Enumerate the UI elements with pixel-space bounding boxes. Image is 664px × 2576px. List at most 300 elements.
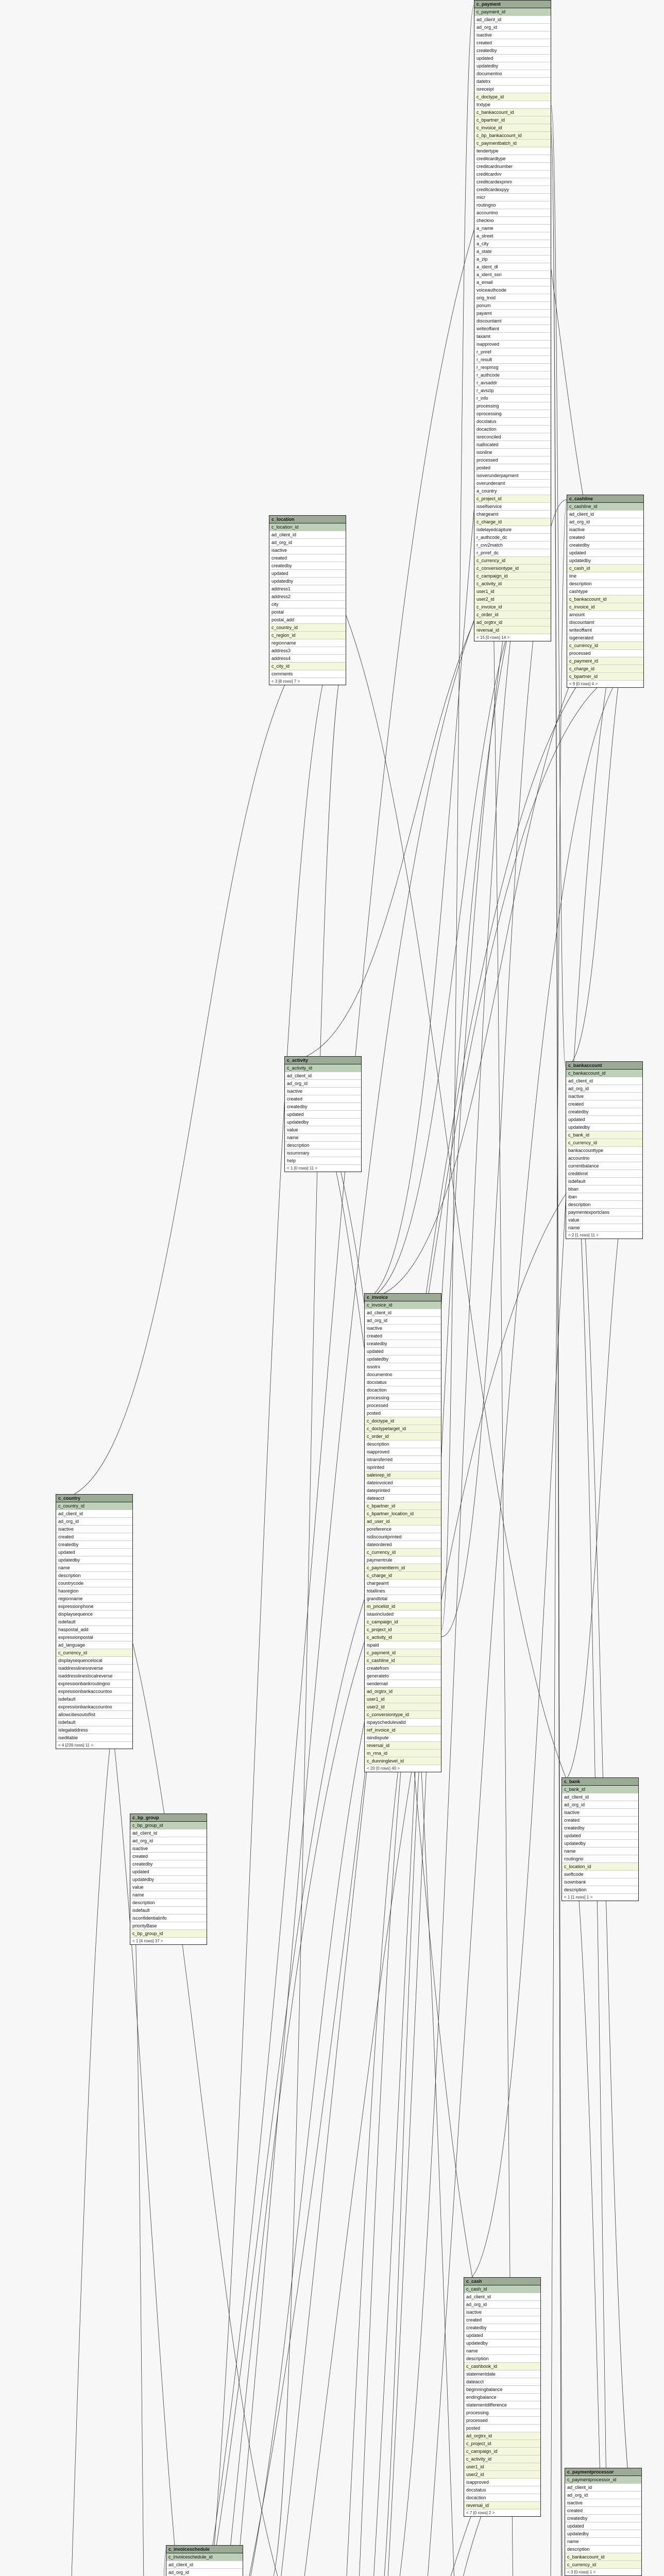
table-c_invoiceschedule (166, 2545, 243, 2576)
table-column: postal (269, 608, 346, 616)
table-column: address1 (269, 585, 346, 593)
table-column: isaddresslineslocalreverse (56, 1672, 132, 1680)
table-column: value (130, 1884, 207, 1891)
table-column: dateacct (464, 2378, 540, 2386)
table-footer: < 7 [0 rows] 2 > (466, 2511, 495, 2515)
table-column: discountamt (474, 317, 551, 325)
table-column: regionname (56, 1595, 132, 1603)
table-column: createdby (562, 1824, 638, 1832)
table-column: istransferred (365, 1456, 441, 1464)
relationship-line (551, 134, 567, 2576)
table-column: c_charge_id (474, 518, 551, 526)
table-column: processed (464, 2417, 540, 2425)
table-column: createdby (130, 1860, 207, 1868)
table-column: c_activity_id (285, 1064, 361, 1072)
table-column: created (474, 39, 551, 47)
table-column: a_email (474, 279, 551, 286)
table-column: reversal_id (365, 1742, 441, 1750)
table-column: bankaccounttype (566, 1147, 642, 1155)
table-column: user1_id (474, 588, 551, 596)
table-column: ad_org_id (166, 2569, 243, 2576)
table-column: ad_client_id (565, 2484, 641, 2492)
table-column: user2_id (365, 1703, 441, 1711)
table-title: c_cashline (567, 495, 643, 503)
table-column: c_doctype_id (474, 93, 551, 101)
table-c_paymentprocessor (565, 2468, 642, 2576)
table-column: issummary (285, 1149, 361, 1157)
table-column: ad_client_id (285, 1072, 361, 1080)
table-column: c_city_id (269, 663, 346, 670)
table-column: updated (464, 2332, 540, 2340)
table-column: c_cash_id (464, 2285, 540, 2293)
table-column: isactive (565, 2499, 641, 2507)
table-title: c_paymentprocessor (565, 2468, 641, 2476)
table-column: isdefault (56, 1618, 132, 1626)
table-column: creditcardtype (474, 155, 551, 163)
table-column: routingno (562, 1855, 638, 1863)
table-column: statementdate (464, 2370, 540, 2378)
table-column: city (269, 601, 346, 608)
table-column: isactive (566, 1093, 642, 1100)
table-column: payamt (474, 310, 551, 317)
table-column: created (56, 1533, 132, 1541)
table-column: sendemail (365, 1680, 441, 1688)
table-column: writeoffamt (474, 325, 551, 333)
table-column: routingno (474, 201, 551, 209)
table-column: created (567, 534, 643, 541)
relationship-line (464, 564, 644, 2282)
table-column: voiceauthcode (474, 286, 551, 294)
table-column: a_name (474, 225, 551, 232)
table-column: c_payment_id (365, 1649, 441, 1657)
table-column: c_paymentprocessor_id (565, 2476, 641, 2484)
table-column: c_cash_id (567, 565, 643, 572)
table-column: c_campaign_id (474, 572, 551, 580)
table-column: creditcardexpmm (474, 178, 551, 186)
table-column: description (56, 1572, 132, 1580)
table-column: c_payment_id (567, 657, 643, 665)
table-column: priorityBase (130, 1922, 207, 1930)
table-column: dateprinted (365, 1487, 441, 1495)
table-column: isselfservice (474, 503, 551, 511)
table-column: posted (464, 2425, 540, 2432)
table-column: overunderamt (474, 480, 551, 487)
table-column: user1_id (464, 2463, 540, 2471)
table-column: ref_invoice_id (365, 1726, 441, 1734)
table-column: isaddresslinesreverse (56, 1665, 132, 1672)
table-column: beginningbalance (464, 2386, 540, 2394)
table-column: c_bank_id (562, 1786, 638, 1793)
table-column: isoverunderpayment (474, 472, 551, 480)
table-column: ad_org_id (474, 24, 551, 31)
table-column: createdby (464, 2324, 540, 2332)
table-column: name (566, 1224, 642, 1232)
table-column: r_cvv2match (474, 541, 551, 549)
table-column: ad_org_id (562, 1801, 638, 1809)
table-column: description (562, 1886, 638, 1894)
table-column: expressionbankaccountno (56, 1688, 132, 1696)
table-column: isactive (130, 1845, 207, 1853)
table-column: c_currency_id (365, 1549, 441, 1556)
table-column: dateinvoiced (365, 1479, 441, 1487)
table-column: c_invoice_id (567, 603, 643, 611)
table-column: ad_org_id (567, 518, 643, 526)
table-column: name (130, 1891, 207, 1899)
table-column: name (285, 1134, 361, 1142)
table-column: comments (269, 670, 346, 678)
table-column: isdelayedcapture (474, 526, 551, 534)
table-column: c_bp_group_id (130, 1930, 207, 1938)
table-c_bank (561, 1777, 639, 1901)
table-column: c_conversiontype_id (365, 1711, 441, 1719)
table-column: updated (365, 1348, 441, 1355)
table-column: expressionbankroutingno (56, 1680, 132, 1688)
table-footer: < 3 [0 rows] 1 > (567, 2570, 596, 2574)
table-column: created (365, 1332, 441, 1340)
table-title: c_cash (464, 2278, 540, 2285)
table-column: r_result (474, 356, 551, 364)
table-column: istaxincluded (365, 1611, 441, 1618)
table-column: value (285, 1126, 361, 1134)
table-column: datetrx (474, 78, 551, 86)
table-title: c_activity (285, 1057, 361, 1064)
table-column: taxamt (474, 333, 551, 341)
table-column: ad_client_id (130, 1829, 207, 1837)
table-c_location (269, 515, 346, 685)
table-footer: < 1 [4 rows] 37 > (132, 1939, 163, 1943)
table-column: r_pnref_dc (474, 549, 551, 557)
table-column: updatedby (567, 557, 643, 565)
table-column: c_currency_id (567, 642, 643, 650)
table-column: description (567, 580, 643, 588)
table-column: ad_org_id (269, 539, 346, 547)
table-column: isownbank (562, 1878, 638, 1886)
table-column: c_bankaccount_id (566, 1070, 642, 1077)
table-column: ad_orgtrx_id (365, 1688, 441, 1696)
table-column: c_bpartner_id (474, 116, 551, 124)
table-column: tendertype (474, 147, 551, 155)
table-column: amount (567, 611, 643, 619)
relationship-line (441, 5, 474, 1630)
table-column: description (365, 1440, 441, 1448)
table-column: name (464, 2347, 540, 2355)
table-column: c_conversiontype_id (474, 565, 551, 572)
table-column: a_street (474, 232, 551, 240)
table-column: c_bpartner_id (365, 1502, 441, 1510)
table-column: isapproved (464, 2479, 540, 2486)
table-column: isdefault (566, 1178, 642, 1185)
table-column: ad_org_id (130, 1837, 207, 1845)
table-title: c_bankaccount (566, 1062, 642, 1070)
table-column: docaction (464, 2494, 540, 2502)
table-column: r_authcode (474, 371, 551, 379)
table-column: m_rma_id (365, 1750, 441, 1757)
table-column: isactive (562, 1809, 638, 1817)
table-column: processing (365, 1394, 441, 1402)
table-column: isactive (56, 1526, 132, 1533)
table-column: c_bp_bankaccount_id (474, 132, 551, 140)
table-column: c_currency_id (565, 2561, 641, 2569)
table-column: createdby (566, 1108, 642, 1116)
table-column: iseditable (56, 1734, 132, 1742)
table-column: swiftcode (562, 1871, 638, 1878)
table-column: c_country_id (56, 1502, 132, 1510)
relationship-line (364, 567, 551, 1298)
table-column: description (464, 2355, 540, 2363)
table-column: address2 (269, 593, 346, 601)
table-column: docaction (365, 1386, 441, 1394)
relationship-line (561, 1783, 644, 2576)
table-column: isactive (365, 1325, 441, 1332)
table-column: updated (269, 570, 346, 578)
table-column: c_bpartner_location_id (365, 1510, 441, 1518)
table-column: creditcardexpyy (474, 186, 551, 194)
table-column: c_activity_id (474, 580, 551, 588)
table-column: endingbalance (464, 2394, 540, 2401)
table-column: a_state (474, 248, 551, 256)
table-column: updated (562, 1832, 638, 1840)
table-column: iban (566, 1193, 642, 1201)
table-column: r_authcode_dc (474, 534, 551, 541)
table-column: dateacct (365, 1495, 441, 1502)
table-column: updatedby (565, 2530, 641, 2538)
table-column: c_country_id (269, 624, 346, 632)
table-column: r_avsaddr (474, 379, 551, 387)
relationship-line (4, 2559, 642, 2576)
table-column: c_region_id (269, 632, 346, 639)
table-column: updated (565, 2522, 641, 2530)
table-footer: < 1 [1 rows] 1 > (564, 1895, 593, 1900)
table-column: c_currency_id (474, 557, 551, 565)
table-column: name (562, 1848, 638, 1855)
table-column: updated (474, 55, 551, 62)
table-column: ad_client_id (474, 16, 551, 24)
table-column: haspostal_add (56, 1626, 132, 1634)
table-column: ad_client_id (567, 511, 643, 518)
table-footer: < 9 [0 rows] 4 > (569, 682, 598, 686)
table-title: c_payment (474, 1, 551, 8)
table-column: accountno (474, 209, 551, 217)
table-column: line (567, 572, 643, 580)
table-column: created (130, 1853, 207, 1860)
table-column: processing (464, 2409, 540, 2417)
table-column: ad_org_id (285, 1080, 361, 1088)
table-c_bp_group (130, 1814, 207, 1945)
relationship-line (155, 2550, 166, 2576)
table-column: displaysequence (56, 1611, 132, 1618)
table-c_activity (284, 1056, 362, 1172)
table-column: expressionpostal (56, 1634, 132, 1641)
table-title: c_invoiceschedule (166, 2546, 243, 2553)
table-column: creditcardvv (474, 171, 551, 178)
table-column: updatedby (566, 1124, 642, 1131)
table-column: c_charge_id (365, 1572, 441, 1580)
relationship-line (269, 657, 346, 2576)
table-column: a_ident_ssn (474, 271, 551, 279)
table-column: c_activity_id (464, 2455, 540, 2463)
table-column: r_pnref (474, 348, 551, 356)
table-column: c_bankaccount_id (565, 2553, 641, 2561)
table-column: salesrep_id (365, 1471, 441, 1479)
relationship-line (441, 500, 567, 1637)
table-column: expressionphone (56, 1603, 132, 1611)
table-column: isindispute (365, 1734, 441, 1742)
table-column: ad_user_id (365, 1518, 441, 1526)
table-column: updatedby (474, 62, 551, 70)
table-column: c_invoice_id (365, 1301, 441, 1309)
table-column: isapproved (365, 1448, 441, 1456)
table-column: updatedby (56, 1556, 132, 1564)
table-column: ad_client_id (269, 531, 346, 539)
table-column: updatedby (285, 1118, 361, 1126)
table-column: address4 (269, 655, 346, 663)
table-column: grandtotal (365, 1595, 441, 1603)
table-column: createdby (567, 541, 643, 549)
table-column: ad_org_id (56, 1518, 132, 1526)
table-column: a_country (474, 487, 551, 495)
table-column: isreceipt (474, 86, 551, 93)
table-column: isactive (285, 1088, 361, 1095)
table-column: isapproved (474, 341, 551, 348)
table-column: description (130, 1899, 207, 1907)
table-column: isdefault (56, 1696, 132, 1703)
table-column: createdby (365, 1340, 441, 1348)
table-footer: < 20 [0 rows] 40 > (367, 1766, 400, 1771)
table-column: createdby (565, 2515, 641, 2522)
table-column: isgenerated (567, 634, 643, 642)
table-column: r_avszip (474, 387, 551, 395)
table-column: expressionbankaccountno (56, 1703, 132, 1711)
table-column: a_zip (474, 256, 551, 263)
table-column: createdby (474, 47, 551, 55)
table-column: countrycode (56, 1580, 132, 1587)
table-column: ponum (474, 302, 551, 310)
table-column: m_pricelist_id (365, 1603, 441, 1611)
table-column: c_payment_id (474, 8, 551, 16)
table-title: c_location (269, 516, 346, 523)
table-column: creditcardnumber (474, 163, 551, 171)
table-column: created (566, 1100, 642, 1108)
table-column: c_project_id (365, 1626, 441, 1634)
table-column: isdefault (130, 1907, 207, 1914)
table-column: c_paymentterm_id (365, 1564, 441, 1572)
table-column: isprinted (365, 1464, 441, 1471)
table-column: allowcitiesoutoflist (56, 1711, 132, 1719)
table-column: ad_client_id (562, 1793, 638, 1801)
table-footer: < 1 [0 rows] 11 > (287, 1166, 317, 1171)
table-column: ad_client_id (566, 1077, 642, 1085)
table-column: updatedby (130, 1876, 207, 1884)
table-column: user2_id (474, 596, 551, 603)
table-column: c_invoice_id (474, 603, 551, 611)
table-column: c_currency_id (566, 1139, 642, 1147)
table-column: address3 (269, 647, 346, 655)
table-column: writeoffamt (567, 626, 643, 634)
table-column: user2_id (464, 2471, 540, 2479)
table-column: description (566, 1201, 642, 1209)
table-column: currentbalance (566, 1162, 642, 1170)
table-column: updated (566, 1116, 642, 1124)
table-column: ad_client_id (464, 2293, 540, 2301)
table-column: user1_id (365, 1696, 441, 1703)
table-column: created (285, 1095, 361, 1103)
table-column: c_campaign_id (464, 2448, 540, 2455)
table-column: c_invoiceschedule_id (166, 2553, 243, 2561)
table-column: updated (285, 1111, 361, 1118)
table-column: isonline (474, 449, 551, 456)
table-column: description (565, 2546, 641, 2553)
table-column: isactive (269, 547, 346, 554)
table-column: islegaladdress (56, 1726, 132, 1734)
table-column: c_doctype_id (365, 1417, 441, 1425)
table-column: checkno (474, 217, 551, 225)
table-title: c_country (56, 1495, 132, 1502)
table-column: c_currency_id (56, 1649, 132, 1657)
table-column: ad_org_id (565, 2492, 641, 2499)
table-column: dateordered (365, 1541, 441, 1549)
table-column: totallines (365, 1587, 441, 1595)
table-column: isallocated (474, 441, 551, 449)
table-column: ad_org_id (365, 1317, 441, 1325)
table-column: created (269, 554, 346, 562)
table-column: updatedby (365, 1355, 441, 1363)
relationship-line (539, 500, 567, 2576)
table-column: chargeamt (474, 511, 551, 518)
table-column: ad_client_id (365, 1309, 441, 1317)
table-column: processed (365, 1402, 441, 1410)
table-column: isactive (464, 2309, 540, 2316)
table-column: c_charge_id (567, 665, 643, 673)
table-column: c_activity_id (365, 1634, 441, 1641)
table-column: ad_orgtrx_id (464, 2432, 540, 2440)
table-column: createdby (269, 562, 346, 570)
table-column: generateto (365, 1672, 441, 1680)
table-column: posted (365, 1410, 441, 1417)
table-footer: < 15 [0 rows] 14 > (476, 635, 510, 640)
table-column: paymentexportclass (566, 1209, 642, 1216)
table-column: c_invoice_id (474, 124, 551, 132)
table-column: a_ident_dl (474, 263, 551, 271)
table-c_bankaccount (566, 1061, 643, 1239)
table-column: updated (56, 1549, 132, 1556)
table-column: r_respmsg (474, 364, 551, 371)
table-column: updatedby (464, 2340, 540, 2347)
table-column: c_cashline_id (567, 503, 643, 511)
table-column: paymentrule (365, 1556, 441, 1564)
table-column: docstatus (365, 1379, 441, 1386)
relationship-line (551, 106, 566, 1066)
table-footer: < 4 [239 rows] 11 > (58, 1743, 93, 1748)
relationship-line (551, 127, 567, 2576)
table-column: createfrom (365, 1665, 441, 1672)
table-column: issotrx (365, 1363, 441, 1371)
table-column: documentno (365, 1371, 441, 1379)
table-column: isactive (567, 526, 643, 534)
table-column: bban (566, 1185, 642, 1193)
table-column: chargeamt (365, 1580, 441, 1587)
table-column: c_dunninglevel_id (365, 1757, 441, 1765)
table-column: name (565, 2538, 641, 2546)
table-column: created (562, 1817, 638, 1824)
table-title: c_bp_group (130, 1814, 207, 1822)
table-column: c_bpartner_id (567, 673, 643, 681)
table-column: isreconciled (474, 433, 551, 441)
table-column: ispayschedulevalid (365, 1719, 441, 1726)
table-column: updated (567, 549, 643, 557)
table-column: processing (474, 402, 551, 410)
table-column: c_paymentbatch_id (474, 140, 551, 147)
table-column: docstatus (474, 418, 551, 426)
